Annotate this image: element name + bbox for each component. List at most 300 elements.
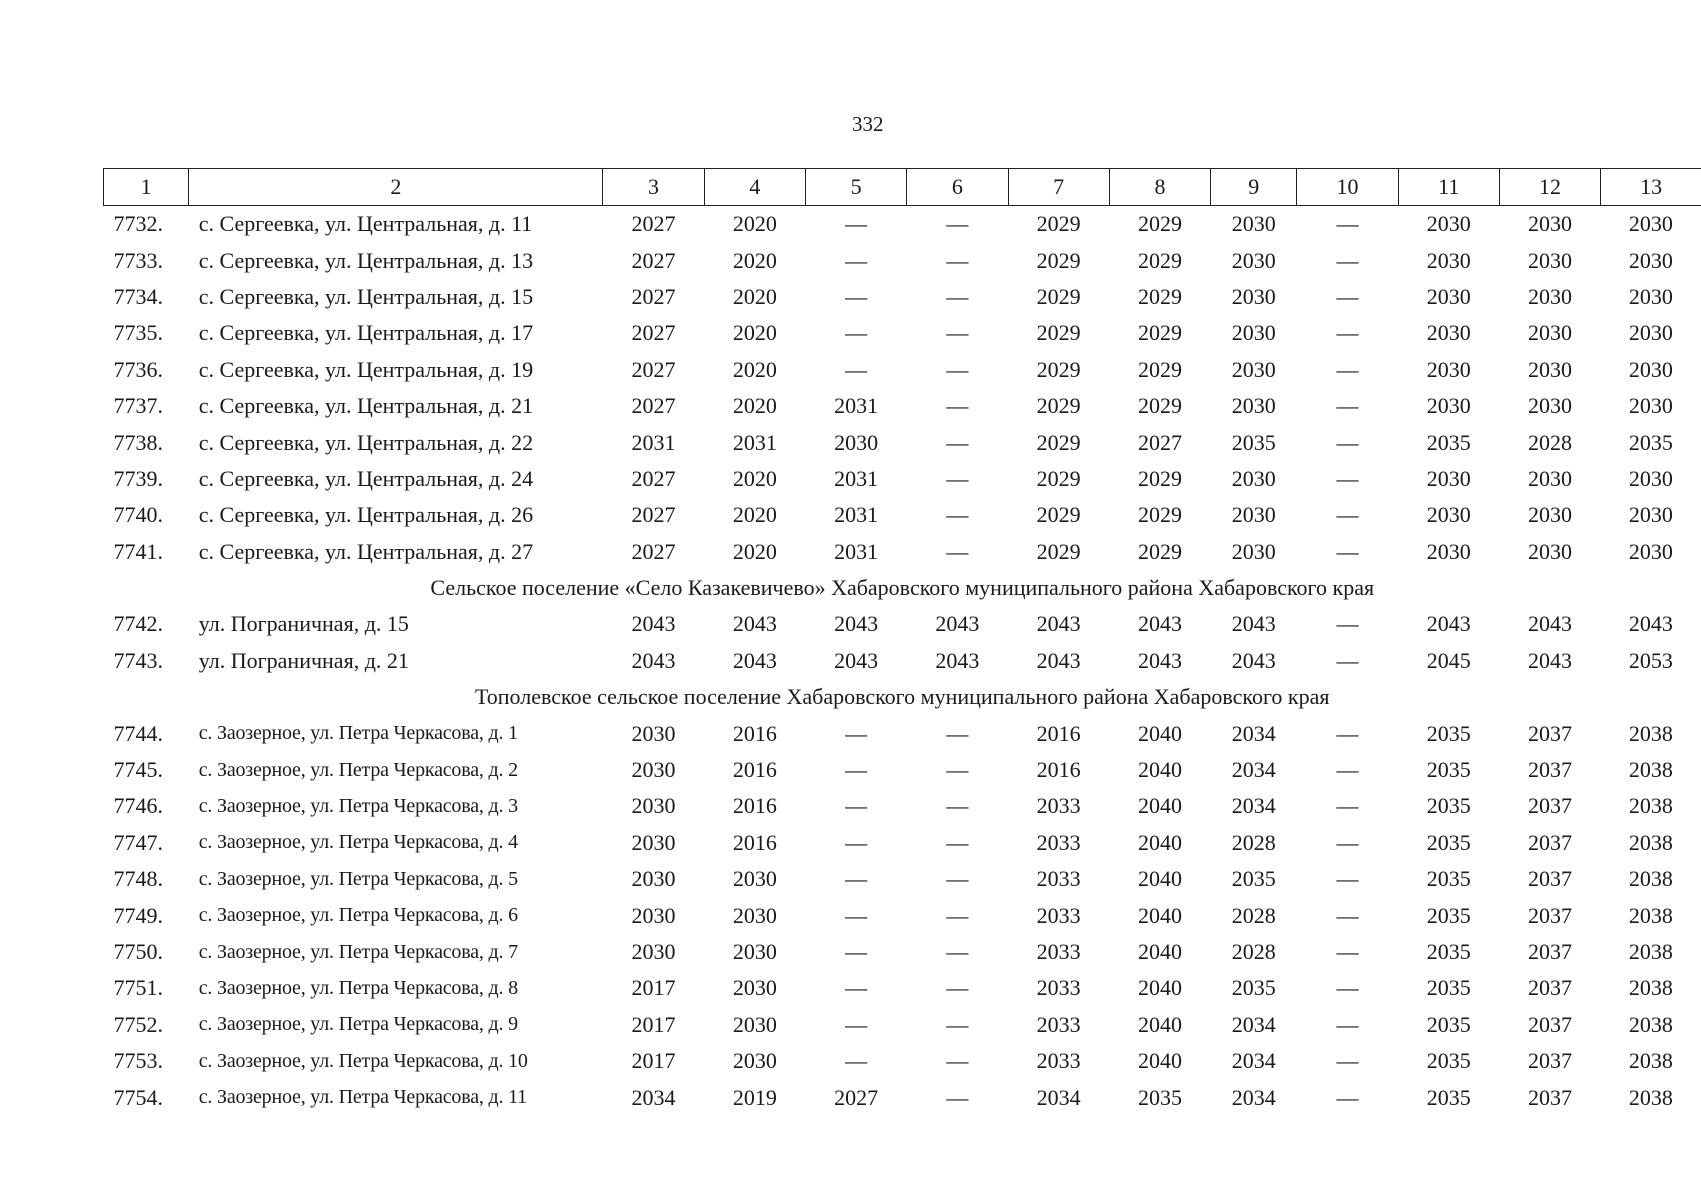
year-cell: 2030 <box>1628 247 1673 273</box>
year-cell: 2030 <box>732 1048 777 1074</box>
year-cell: 2030 <box>631 866 676 892</box>
row-number: 7736. <box>113 356 163 382</box>
year-cell: 2034 <box>1231 1048 1276 1074</box>
year-cell: — <box>946 975 969 1001</box>
year-cell: — <box>1336 393 1359 419</box>
year-cell: — <box>1336 283 1359 309</box>
year-cell: — <box>1336 902 1359 928</box>
year-cell: — <box>946 393 969 419</box>
table-body <box>104 206 1701 1116</box>
year-cell: 2043 <box>1426 611 1471 637</box>
address-cell: с. Сергеевка, ул. Центральная, д. 26 <box>198 502 534 528</box>
year-cell: 2037 <box>1528 793 1573 819</box>
row-number: 7752. <box>113 1011 163 1037</box>
year-cell: — <box>1336 829 1359 855</box>
year-cell: 2033 <box>1036 793 1081 819</box>
year-cell: 2020 <box>732 538 777 564</box>
year-cell: 2028 <box>1231 902 1276 928</box>
row-number: 7743. <box>113 647 163 673</box>
year-cell: 2043 <box>1528 647 1573 673</box>
year-cell: 2038 <box>1628 866 1673 892</box>
table-row <box>104 534 1701 570</box>
year-cell: 2035 <box>1426 793 1471 819</box>
year-cell: 2030 <box>1528 502 1573 528</box>
column-header: 12 <box>1499 169 1600 206</box>
year-cell: — <box>946 211 969 237</box>
year-cell: 2034 <box>1231 793 1276 819</box>
year-cell: 2030 <box>1628 320 1673 346</box>
address-cell: с. Заозерное, ул. Петра Черкасова, д. 9 <box>198 1013 518 1036</box>
year-cell: 2034 <box>1231 1084 1276 1110</box>
year-cell: 2030 <box>1528 320 1573 346</box>
year-cell: 2033 <box>1036 1048 1081 1074</box>
year-cell: 2053 <box>1628 647 1673 673</box>
row-number: 7747. <box>113 829 163 855</box>
year-cell: 2043 <box>834 611 879 637</box>
year-cell: 2027 <box>631 211 676 237</box>
year-cell: — <box>845 247 868 273</box>
year-cell: 2030 <box>1628 356 1673 382</box>
year-cell: 2037 <box>1528 939 1573 964</box>
year-cell: 2029 <box>1036 393 1081 419</box>
year-cell: 2035 <box>1426 1011 1471 1037</box>
address-cell: с. Сергеевка, ул. Центральная, д. 22 <box>198 429 534 455</box>
address-cell: с. Сергеевка, ул. Центральная, д. 19 <box>198 356 534 382</box>
year-cell: — <box>1336 647 1359 673</box>
year-cell: 2035 <box>1426 429 1471 455</box>
table-row <box>104 934 1701 970</box>
year-cell: 2029 <box>1137 393 1182 419</box>
year-cell: 2035 <box>1426 939 1471 964</box>
year-cell: 2020 <box>732 211 777 237</box>
year-cell: 2038 <box>1628 720 1673 746</box>
year-cell: 2037 <box>1528 975 1573 1001</box>
year-cell: 2029 <box>1137 502 1182 528</box>
year-cell: 2020 <box>732 356 777 382</box>
year-cell: 2040 <box>1137 757 1182 783</box>
year-cell: 2029 <box>1036 211 1081 237</box>
header-row <box>104 169 1701 206</box>
section-heading-row <box>104 570 1701 606</box>
year-cell: 2029 <box>1036 502 1081 528</box>
year-cell: 2038 <box>1628 1048 1673 1074</box>
year-cell: 2020 <box>732 465 777 491</box>
year-cell: 2030 <box>1426 356 1471 382</box>
year-cell: 2035 <box>1231 866 1276 892</box>
year-cell: — <box>946 939 969 964</box>
table-row <box>104 388 1701 424</box>
year-cell: — <box>1336 429 1359 455</box>
year-cell: 2030 <box>834 429 879 455</box>
year-cell: — <box>845 283 868 309</box>
year-cell: 2043 <box>631 611 676 637</box>
year-cell: 2030 <box>631 720 676 746</box>
table-row <box>104 315 1701 351</box>
year-cell: — <box>946 356 969 382</box>
year-cell: 2030 <box>1528 247 1573 273</box>
address-cell: с. Заозерное, ул. Петра Черкасова, д. 6 <box>198 904 518 927</box>
column-header: 9 <box>1211 169 1297 206</box>
year-cell: 2043 <box>1231 611 1276 637</box>
year-cell: 2030 <box>732 1011 777 1037</box>
year-cell: — <box>1336 757 1359 783</box>
year-cell: 2030 <box>1528 283 1573 309</box>
year-cell: 2035 <box>1426 1084 1471 1110</box>
table-header <box>104 169 1701 206</box>
year-cell: 2016 <box>732 793 777 819</box>
year-cell: 2033 <box>1036 902 1081 928</box>
year-cell: 2030 <box>1628 502 1673 528</box>
table-row <box>104 279 1701 315</box>
year-cell: 2035 <box>1426 1048 1471 1074</box>
row-number: 7753. <box>113 1048 163 1074</box>
address-cell: с. Заозерное, ул. Петра Черкасова, д. 5 <box>198 867 518 890</box>
year-cell: — <box>845 829 868 855</box>
year-cell: — <box>1336 356 1359 382</box>
year-cell: 2038 <box>1628 1084 1673 1110</box>
year-cell: 2030 <box>1231 465 1276 491</box>
year-cell: — <box>946 793 969 819</box>
year-cell: 2037 <box>1528 866 1573 892</box>
table-row <box>104 752 1701 788</box>
document-table-container <box>103 168 1701 1116</box>
year-cell: — <box>845 320 868 346</box>
year-cell: 2030 <box>732 902 777 928</box>
address-cell: с. Сергеевка, ул. Центральная, д. 13 <box>198 247 534 273</box>
year-cell: 2040 <box>1137 720 1182 746</box>
section-heading-row <box>104 679 1701 715</box>
year-cell: 2020 <box>732 393 777 419</box>
year-cell: — <box>946 429 969 455</box>
year-cell: 2034 <box>1231 1011 1276 1037</box>
page-number: 332 <box>852 112 884 136</box>
address-cell: с. Сергеевка, ул. Центральная, д. 21 <box>198 393 534 419</box>
year-cell: — <box>946 720 969 746</box>
year-cell: — <box>946 283 969 309</box>
year-cell: 2035 <box>1231 975 1276 1001</box>
year-cell: 2043 <box>935 611 980 637</box>
table-row <box>104 643 1701 679</box>
column-header: 5 <box>805 169 906 206</box>
address-cell: с. Сергеевка, ул. Центральная, д. 24 <box>198 465 534 491</box>
address-cell: с. Заозерное, ул. Петра Черкасова, д. 4 <box>198 831 518 854</box>
year-cell: 2017 <box>631 975 676 1001</box>
address-cell: с. Сергеевка, ул. Центральная, д. 15 <box>198 283 534 309</box>
year-cell: 2029 <box>1036 538 1081 564</box>
year-cell: 2029 <box>1036 283 1081 309</box>
row-number: 7741. <box>113 538 163 564</box>
row-number: 7750. <box>113 939 163 964</box>
year-cell: 2038 <box>1628 975 1673 1001</box>
year-cell: 2035 <box>1426 757 1471 783</box>
column-header: 8 <box>1109 169 1210 206</box>
year-cell: 2030 <box>1628 283 1673 309</box>
table-row <box>104 825 1701 861</box>
address-cell: ул. Пограничная, д. 21 <box>198 647 409 673</box>
table-row <box>104 461 1701 497</box>
column-header: 1 <box>104 169 189 206</box>
year-cell: 2020 <box>732 502 777 528</box>
year-cell: 2033 <box>1036 939 1081 964</box>
year-cell: 2038 <box>1628 1011 1673 1037</box>
year-cell: — <box>1336 211 1359 237</box>
table-row <box>104 352 1701 388</box>
year-cell: 2030 <box>732 975 777 1001</box>
year-cell: 2029 <box>1036 356 1081 382</box>
year-cell: — <box>946 866 969 892</box>
column-header: 7 <box>1008 169 1109 206</box>
year-cell: 2031 <box>732 429 777 455</box>
year-cell: — <box>1336 320 1359 346</box>
year-cell: 2029 <box>1036 247 1081 273</box>
year-cell: 2030 <box>1231 247 1276 273</box>
table-row <box>104 861 1701 897</box>
year-cell: — <box>845 1048 868 1074</box>
year-cell: 2030 <box>1231 211 1276 237</box>
year-cell: 2027 <box>631 538 676 564</box>
year-cell: 2030 <box>732 939 777 964</box>
year-cell: 2029 <box>1137 465 1182 491</box>
year-cell: 2016 <box>732 757 777 783</box>
row-number: 7754. <box>113 1084 163 1110</box>
year-cell: — <box>946 502 969 528</box>
year-cell: 2029 <box>1137 283 1182 309</box>
year-cell: 2029 <box>1137 211 1182 237</box>
year-cell: 2040 <box>1137 975 1182 1001</box>
year-cell: 2034 <box>1231 720 1276 746</box>
year-cell: 2030 <box>1628 538 1673 564</box>
row-number: 7735. <box>113 320 163 346</box>
table-row <box>104 715 1701 751</box>
table-row <box>104 1007 1701 1043</box>
year-cell: 2043 <box>1628 611 1673 637</box>
year-cell: 2034 <box>631 1084 676 1110</box>
year-cell: 2030 <box>1426 538 1471 564</box>
year-cell: 2030 <box>1528 465 1573 491</box>
section-heading: Сельское поселение «Село Казакевичево» Хабаровского муниципального района Хабаровского края <box>430 575 1375 601</box>
year-cell: 2033 <box>1036 866 1081 892</box>
year-cell: 2034 <box>1036 1084 1081 1110</box>
year-cell: — <box>845 356 868 382</box>
address-cell: с. Заозерное, ул. Петра Черкасова, д. 1 <box>198 722 518 745</box>
year-cell: 2037 <box>1528 1048 1573 1074</box>
year-cell: — <box>845 720 868 746</box>
year-cell: 2030 <box>1426 393 1471 419</box>
year-cell: 2043 <box>1231 647 1276 673</box>
year-cell: — <box>946 465 969 491</box>
year-cell: — <box>845 1011 868 1037</box>
year-cell: 2030 <box>1628 393 1673 419</box>
year-cell: 2037 <box>1528 1084 1573 1110</box>
year-cell: 2016 <box>732 829 777 855</box>
table-row <box>104 497 1701 533</box>
year-cell: 2030 <box>1426 320 1471 346</box>
year-cell: 2017 <box>631 1048 676 1074</box>
row-number: 7742. <box>113 611 163 637</box>
year-cell: 2030 <box>631 939 676 964</box>
year-cell: — <box>1336 1011 1359 1037</box>
year-cell: 2030 <box>631 829 676 855</box>
year-cell: 2030 <box>631 902 676 928</box>
year-cell: 2030 <box>1231 538 1276 564</box>
year-cell: — <box>1336 866 1359 892</box>
year-cell: 2040 <box>1137 866 1182 892</box>
year-cell: 2029 <box>1137 247 1182 273</box>
year-cell: 2016 <box>1036 757 1081 783</box>
year-cell: 2043 <box>732 647 777 673</box>
year-cell: 2043 <box>732 611 777 637</box>
year-cell: 2031 <box>834 538 879 564</box>
year-cell: 2031 <box>834 393 879 419</box>
row-number: 7737. <box>113 393 163 419</box>
column-header: 13 <box>1601 169 1701 206</box>
row-number: 7751. <box>113 975 163 1001</box>
year-cell: 2043 <box>631 647 676 673</box>
year-cell: — <box>845 939 868 964</box>
column-header: 6 <box>907 169 1008 206</box>
year-cell: 2038 <box>1628 902 1673 928</box>
year-cell: 2030 <box>1628 465 1673 491</box>
year-cell: — <box>845 793 868 819</box>
year-cell: 2031 <box>631 429 676 455</box>
year-cell: 2030 <box>1231 283 1276 309</box>
column-header: 10 <box>1297 169 1398 206</box>
year-cell: 2029 <box>1137 356 1182 382</box>
year-cell: 2030 <box>631 757 676 783</box>
year-cell: 2037 <box>1528 720 1573 746</box>
document-table <box>103 168 1701 1116</box>
year-cell: 2030 <box>1426 247 1471 273</box>
row-number: 7738. <box>113 429 163 455</box>
year-cell: 2038 <box>1628 793 1673 819</box>
year-cell: 2020 <box>732 320 777 346</box>
year-cell: 2035 <box>1426 902 1471 928</box>
address-cell: с. Сергеевка, ул. Центральная, д. 11 <box>198 211 533 237</box>
year-cell: 2030 <box>1231 393 1276 419</box>
year-cell: 2027 <box>834 1084 879 1110</box>
year-cell: 2030 <box>1426 502 1471 528</box>
year-cell: 2037 <box>1528 757 1573 783</box>
column-header: 2 <box>189 169 603 206</box>
address-cell: с. Заозерное, ул. Петра Черкасова, д. 7 <box>198 940 518 963</box>
row-number: 7744. <box>113 720 163 746</box>
year-cell: 2028 <box>1528 429 1573 455</box>
address-cell: с. Сергеевка, ул. Центральная, д. 17 <box>198 320 534 346</box>
year-cell: 2037 <box>1528 902 1573 928</box>
year-cell: 2019 <box>732 1084 777 1110</box>
table-row <box>104 897 1701 933</box>
year-cell: — <box>946 1048 969 1074</box>
row-number: 7740. <box>113 502 163 528</box>
year-cell: 2029 <box>1036 320 1081 346</box>
year-cell: 2035 <box>1137 1084 1182 1110</box>
year-cell: — <box>1336 793 1359 819</box>
year-cell: — <box>1336 1084 1359 1110</box>
year-cell: — <box>946 1084 969 1110</box>
year-cell: — <box>946 1011 969 1037</box>
row-number: 7746. <box>113 793 163 819</box>
year-cell: 2040 <box>1137 1011 1182 1037</box>
year-cell: 2038 <box>1628 829 1673 855</box>
year-cell: 2043 <box>1036 611 1081 637</box>
year-cell: 2040 <box>1137 829 1182 855</box>
year-cell: — <box>946 902 969 928</box>
year-cell: 2034 <box>1231 757 1276 783</box>
year-cell: 2037 <box>1528 1011 1573 1037</box>
address-cell: с. Заозерное, ул. Петра Черкасова, д. 2 <box>198 758 518 781</box>
year-cell: — <box>1336 611 1359 637</box>
address-cell: с. Сергеевка, ул. Центральная, д. 27 <box>198 538 534 564</box>
year-cell: 2043 <box>834 647 879 673</box>
column-header: 11 <box>1398 169 1499 206</box>
year-cell: 2016 <box>1036 720 1081 746</box>
year-cell: 2020 <box>732 247 777 273</box>
year-cell: 2028 <box>1231 939 1276 964</box>
year-cell: 2035 <box>1426 720 1471 746</box>
table-row <box>104 1043 1701 1079</box>
year-cell: 2033 <box>1036 1011 1081 1037</box>
year-cell: 2040 <box>1137 1048 1182 1074</box>
year-cell: 2031 <box>834 502 879 528</box>
year-cell: — <box>946 829 969 855</box>
year-cell: — <box>946 757 969 783</box>
year-cell: 2035 <box>1426 975 1471 1001</box>
year-cell: 2027 <box>631 320 676 346</box>
year-cell: — <box>1336 465 1359 491</box>
year-cell: 2030 <box>1528 393 1573 419</box>
year-cell: 2043 <box>935 647 980 673</box>
year-cell: 2027 <box>631 465 676 491</box>
year-cell: 2020 <box>732 283 777 309</box>
row-number: 7733. <box>113 247 163 273</box>
year-cell: 2030 <box>1426 283 1471 309</box>
year-cell: 2033 <box>1036 975 1081 1001</box>
year-cell: — <box>845 975 868 1001</box>
year-cell: 2029 <box>1036 429 1081 455</box>
year-cell: 2029 <box>1137 320 1182 346</box>
year-cell: 2030 <box>1426 211 1471 237</box>
year-cell: — <box>845 211 868 237</box>
column-header: 4 <box>704 169 805 206</box>
year-cell: — <box>1336 1048 1359 1074</box>
year-cell: 2040 <box>1137 902 1182 928</box>
year-cell: — <box>946 538 969 564</box>
year-cell: 2027 <box>631 502 676 528</box>
year-cell: — <box>1336 720 1359 746</box>
year-cell: 2040 <box>1137 793 1182 819</box>
table-row <box>104 206 1701 243</box>
table-row <box>104 788 1701 824</box>
year-cell: 2043 <box>1528 611 1573 637</box>
section-heading: Тополевское сельское поселение Хабаровского муниципального района Хабаровского края <box>474 684 1330 710</box>
year-cell: — <box>845 902 868 928</box>
year-cell: 2027 <box>631 356 676 382</box>
year-cell: 2028 <box>1231 829 1276 855</box>
year-cell: 2030 <box>1231 356 1276 382</box>
year-cell: 2030 <box>1426 465 1471 491</box>
year-cell: 2017 <box>631 1011 676 1037</box>
year-cell: 2045 <box>1426 647 1471 673</box>
row-number: 7739. <box>113 465 163 491</box>
year-cell: 2030 <box>1231 502 1276 528</box>
year-cell: 2033 <box>1036 829 1081 855</box>
table-row <box>104 242 1701 278</box>
year-cell: — <box>1336 975 1359 1001</box>
year-cell: — <box>845 866 868 892</box>
year-cell: 2027 <box>631 393 676 419</box>
year-cell: 2030 <box>631 793 676 819</box>
year-cell: 2030 <box>1528 211 1573 237</box>
